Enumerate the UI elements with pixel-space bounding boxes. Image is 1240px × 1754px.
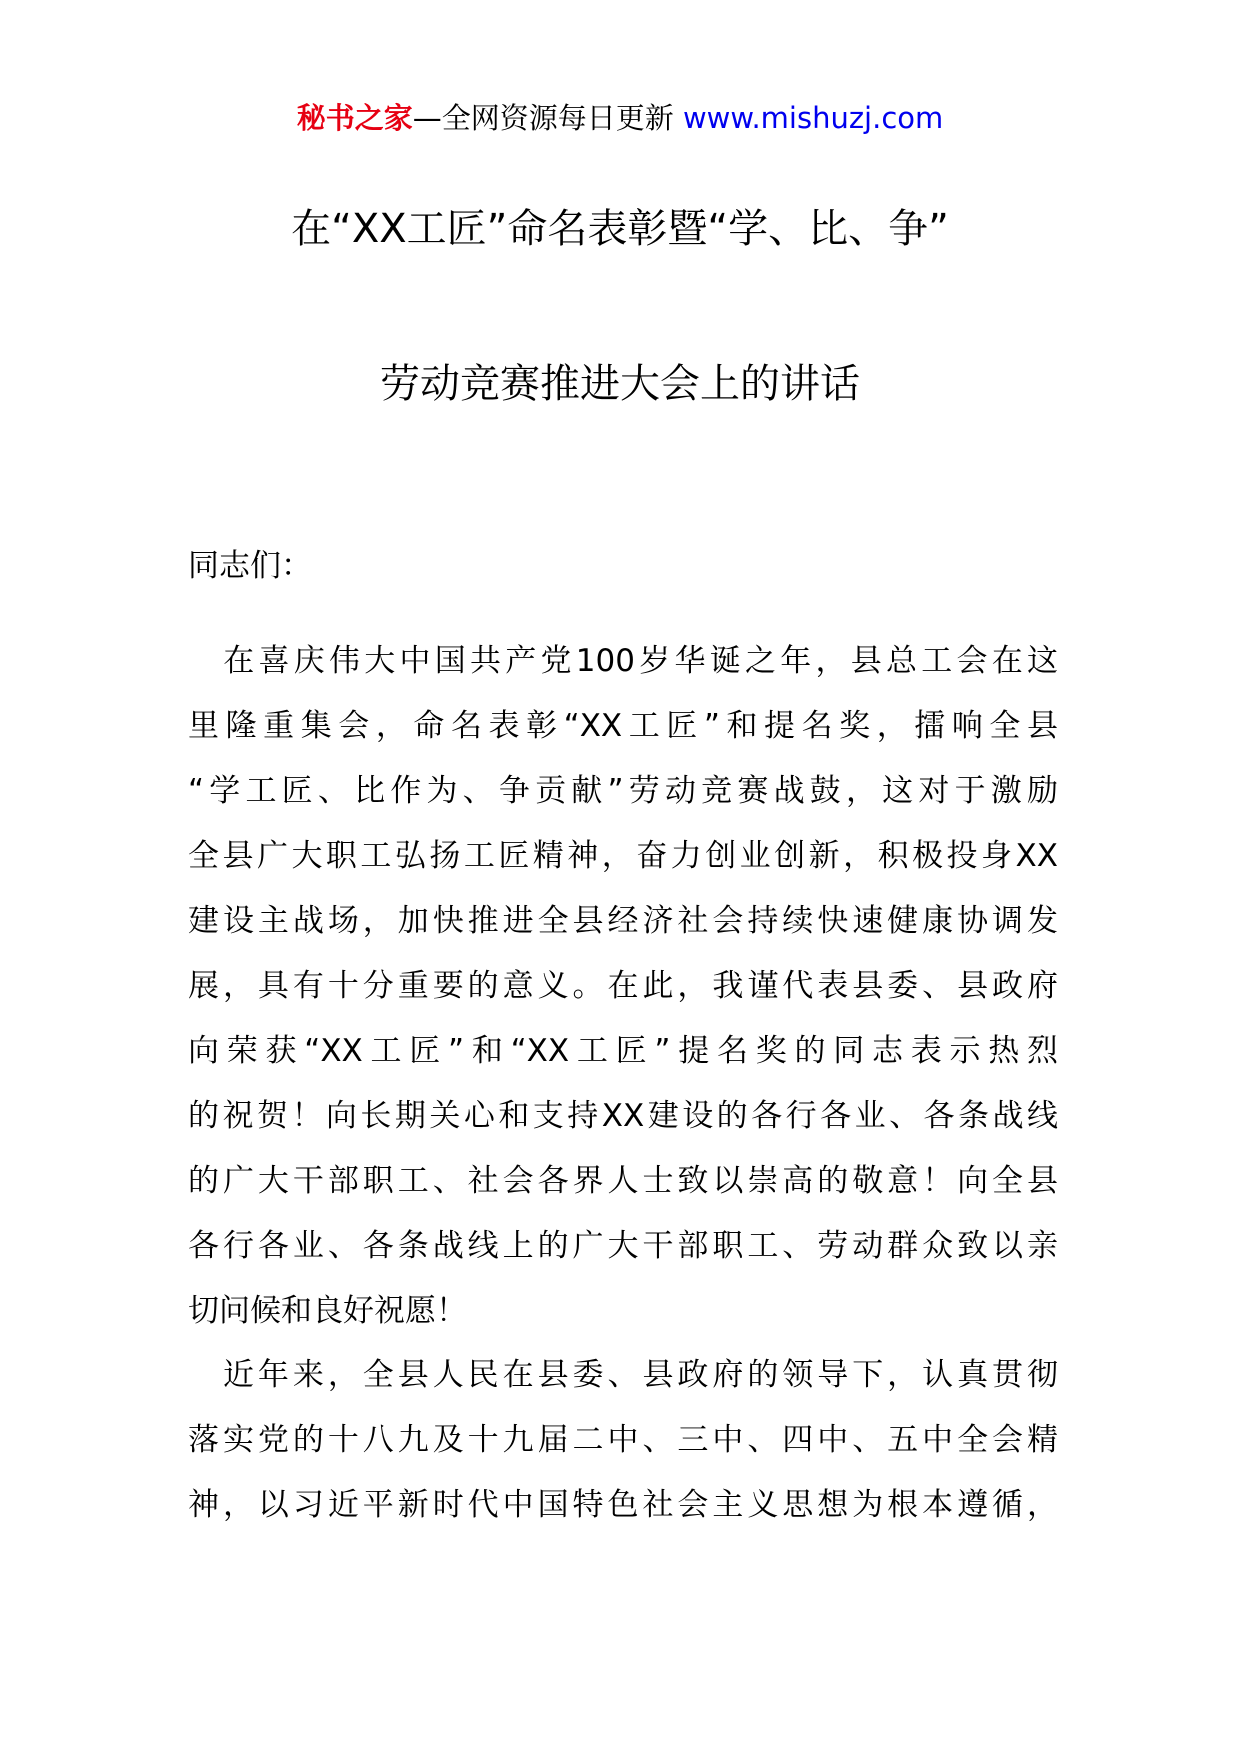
paragraph-line: 的广大干部职工、社会各界人士致以崇高的敬意！向全县 [188,1163,1058,1199]
paragraph-line: 切问候和良好祝愿！ [188,1293,467,1329]
paragraph-line: “学工匠、比作为、争贡献”劳动竞赛战鼓，这对于激励 [188,773,1058,809]
paragraph-line: 里隆重集会，命名表彰“XX工匠”和提名奖，擂响全县 [188,708,1058,744]
paragraph-line: 近年来，全县人民在县委、县政府的领导下，认真贯彻 [188,1357,1058,1393]
site-header [0,98,1240,138]
site-url-link[interactable]: www.mishuzj.com [682,101,944,135]
paragraph-line: 向荣获“XX工匠”和“XX工匠”提名奖的同志表示热烈 [188,1033,1058,1069]
paragraph-line: 各行各业、各条战线上的广大干部职工、劳动群众致以亲 [188,1228,1058,1264]
document-title-line-1: 在“XX工匠”命名表彰暨“学、比、争” [291,206,949,252]
body-paragraph-2 [188,1343,1058,1538]
paragraph-line: 全县广大职工弘扬工匠精神，奋力创业创新，积极投身XX [188,838,1058,874]
salutation: 同志们： [188,548,312,584]
paragraph-line: 建设主战场，加快推进全县经济社会持续快速健康协调发 [188,903,1058,939]
body-paragraph-1 [188,629,1058,1344]
site-slogan: —全网资源每日更新 [412,101,683,135]
document-title-line-2: 劳动竞赛推进大会上的讲话 [380,361,860,407]
paragraph-line: 在喜庆伟大中国共产党100岁华诞之年，县总工会在这 [188,643,1058,679]
paragraph-line: 落实党的十八九及十九届二中、三中、四中、五中全会精 [188,1422,1058,1458]
paragraph-line: 的祝贺！向长期关心和支持XX建设的各行各业、各条战线 [188,1098,1058,1134]
paragraph-line: 神，以习近平新时代中国特色社会主义思想为根本遵循， [188,1487,1058,1523]
paragraph-line: 展，具有十分重要的意义。在此，我谨代表县委、县政府 [188,968,1058,1004]
site-brand: 秘书之家 [296,101,413,135]
